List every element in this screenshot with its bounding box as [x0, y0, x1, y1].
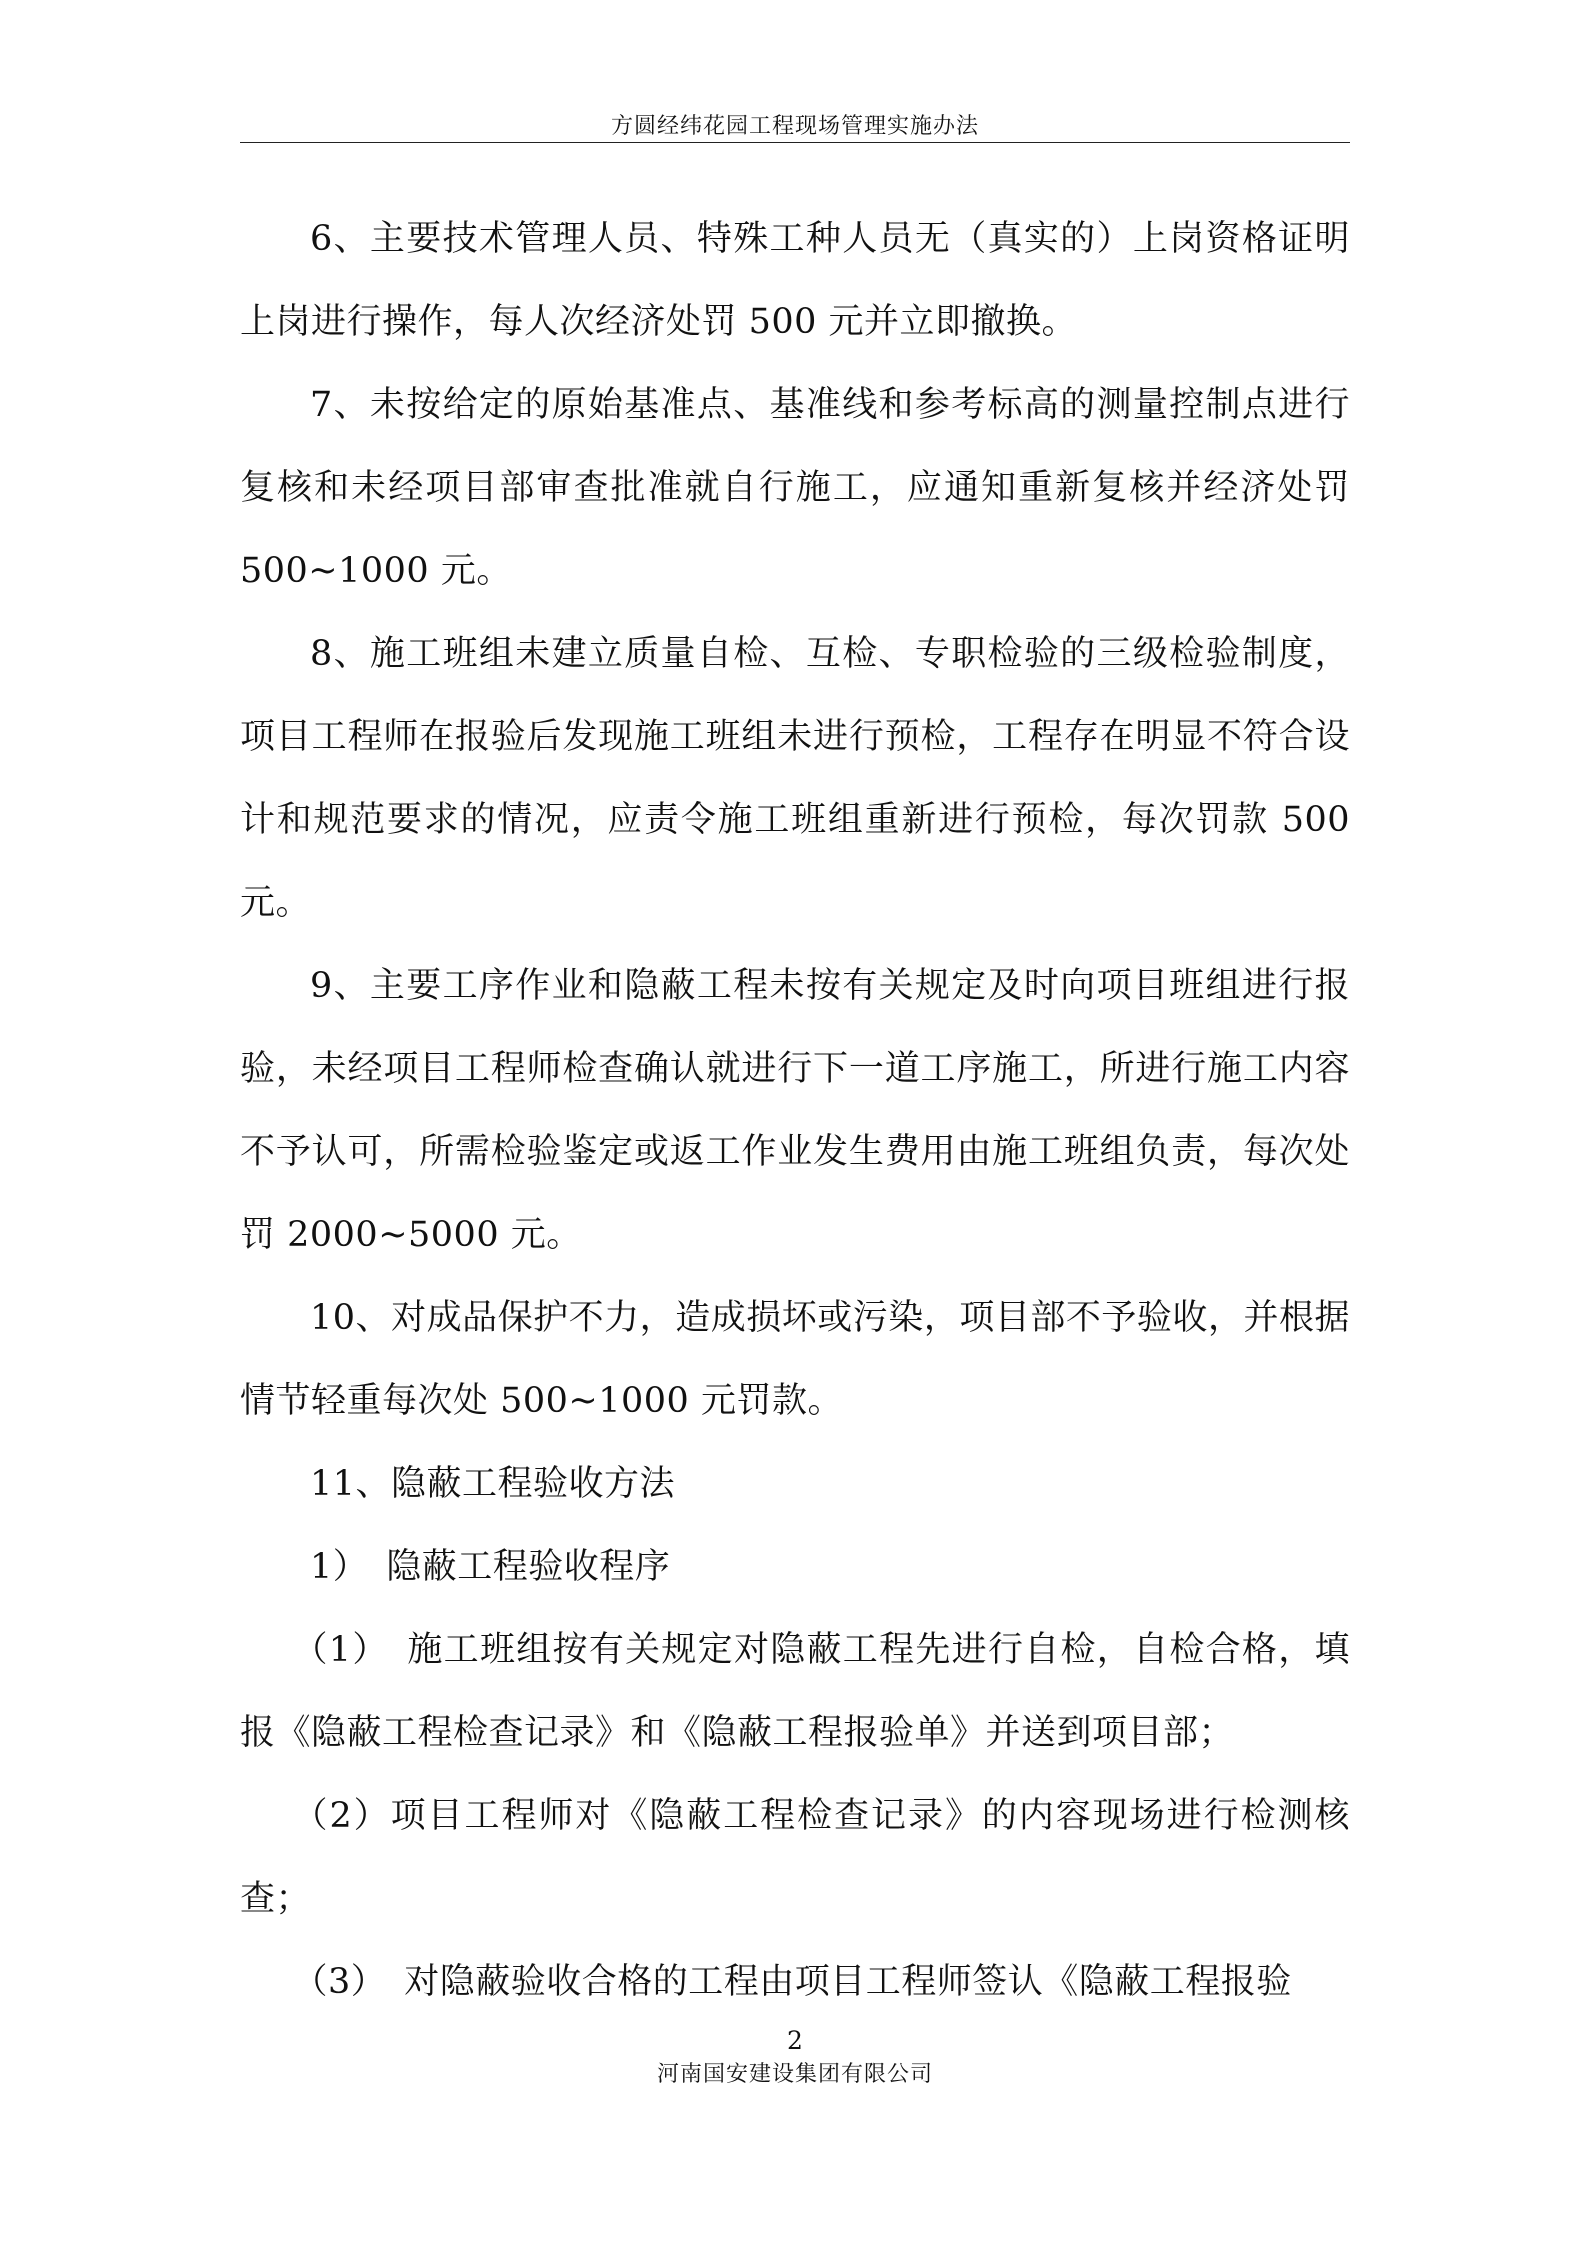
paragraph-item-7: 7、未按给定的原始基准点、基准线和参考标高的测量控制点进行复核和未经项目部审查批准就自行施工，应通知重新复核并经济处罚 500~1000 元。	[240, 385, 1350, 591]
procedure-step-3: （3） 对隐蔽验收合格的工程由项目工程师签认《隐蔽工程报验	[292, 1962, 1292, 2002]
paragraph-item-10: 10、对成品保护不力，造成损坏或污染，项目部不予验收，并根据情节轻重每次处 500~1000 元罚款。	[240, 1298, 1350, 1421]
paragraph-item-6: 6、主要技术管理人员、特殊工种人员无（真实的）上岗资格证明上岗进行操作，每人次经济处罚 500 元并立即撤换。	[240, 219, 1350, 342]
header-title: 方圆经纬花园工程现场管理实施办法	[610, 114, 979, 139]
document-body	[240, 198, 1350, 2024]
paragraph-item-11-heading: 11、隐蔽工程验收方法	[310, 1464, 676, 1504]
subsection-heading: 1） 隐蔽工程验收程序	[310, 1547, 671, 1587]
procedure-step-2: （2）项目工程师对《隐蔽工程检查记录》的内容现场进行检测核查；	[240, 1796, 1350, 1919]
procedure-step-1: （1） 施工班组按有关规定对隐蔽工程先进行自检，自检合格，填报《隐蔽工程检查记录》和《隐蔽工程报验单》并送到项目部；	[240, 1630, 1350, 1753]
footer-company-name: 河南国安建设集团有限公司	[656, 2062, 933, 2087]
paragraph-item-9: 9、主要工序作业和隐蔽工程未按有关规定及时向项目班组进行报验，未经项目工程师检查确认就进行下一道工序施工，所进行施工内容不予认可，所需检验鉴定或返工作业发生费用由施工班组负责，每次处罚 2000~5000 元。	[240, 966, 1350, 1255]
header-divider	[240, 142, 1350, 143]
page-number: 2	[787, 2026, 803, 2055]
paragraph-item-8: 8、施工班组未建立质量自检、互检、专职检验的三级检验制度，项目工程师在报验后发现施工班组未进行预检，工程存在明显不符合设计和规范要求的情况，应责令施工班组重新进行预检，每次罚款 500 元。	[240, 634, 1350, 923]
